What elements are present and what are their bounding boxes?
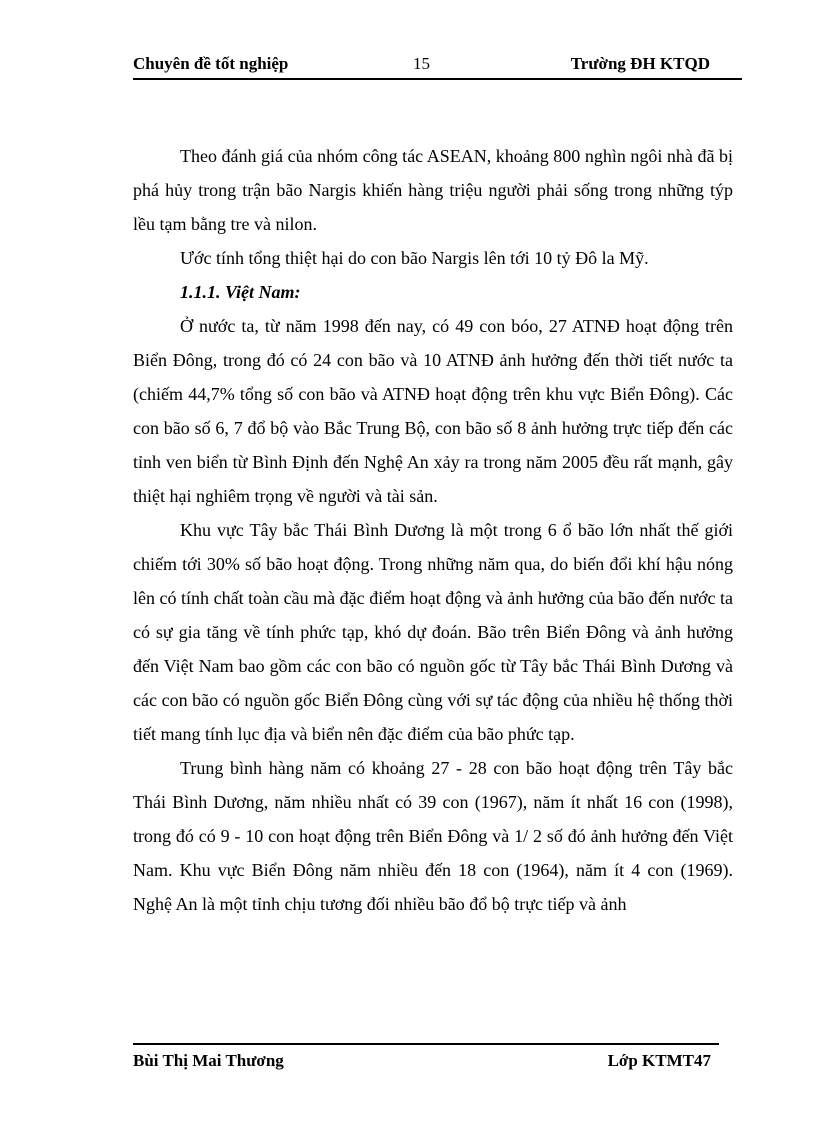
page-number: 15 bbox=[413, 54, 430, 73]
header-document-title: Chuyên đề tốt nghiệp bbox=[133, 54, 289, 73]
header-university: Trường ĐH KTQD bbox=[570, 54, 710, 73]
paragraph-asean-assessment: Theo đánh giá của nhóm công tác ASEAN, khoảng 800 nghìn ngôi nhà đã bị phá hủy trong trận bão Nargis khiến hàng triệu người phải sống trong những týp lều tạm bằng tre và nilon. bbox=[133, 146, 733, 234]
paragraph-northwest-pacific: Khu vực Tây bắc Thái Bình Dương là một trong 6 ổ bão lớn nhất thế giới chiếm tới 30% số bão hoạt động. Trong những năm qua, do biến đổi khí hậu nóng lên có tính chất toàn cầu mà đặc điểm hoạt động và ảnh hưởng của bão đến nước ta có sự gia tăng về tính phức tạp, khó dự đoán. Bão trên Biển Đông và ảnh hưởng đến Việt Nam bao gồm các con bão có nguồn gốc từ Tây bắc Thái Bình Dương và các con bão có nguồn gốc Biển Đông cùng với sự tác động của nhiều hệ thống thời tiết mang tính lục địa và biển nên đặc điểm của bão phức tạp. bbox=[133, 520, 733, 744]
footer-author: Bùi Thị Mai Thương bbox=[133, 1051, 284, 1070]
page-body bbox=[133, 139, 733, 921]
paragraph-damage-estimate: Ước tính tổng thiệt hại do con bão Nargis lên tới 10 tỷ Đô la Mỹ. bbox=[180, 248, 649, 268]
paragraph-annual-average: Trung bình hàng năm có khoảng 27 - 28 con bão hoạt động trên Tây bắc Thái Bình Dương, năm nhiều nhất có 39 con (1967), năm ít nhất 16 con (1998), trong đó có 9 - 10 con hoạt động trên Biển Đông và 1/ 2 số đó ảnh hưởng đến Việt Nam. Khu vực Biển Đông năm nhiều đến 18 con (1964), năm ít 4 con (1969). Nghệ An là một tỉnh chịu tương đối nhiều bão đổ bộ trực tiếp và ảnh bbox=[133, 758, 733, 914]
page-header bbox=[133, 52, 742, 80]
section-heading-viet-nam: 1.1.1. Việt Nam: bbox=[180, 282, 301, 302]
page-footer bbox=[133, 1043, 719, 1079]
footer-class: Lớp KTMT47 bbox=[607, 1051, 711, 1070]
paragraph-vietnam-storms: Ở nước ta, từ năm 1998 đến nay, có 49 con bóo, 27 ATNĐ hoạt động trên Biển Đông, trong đó có 24 con bão và 10 ATNĐ ảnh hưởng đến thời tiết nước ta (chiếm 44,7% tổng số con bão và ATNĐ hoạt động trên khu vực Biển Đông). Các con bão số 6, 7 đổ bộ vào Bắc Trung Bộ, con bão số 8 ảnh hưởng trực tiếp đến các tỉnh ven biển từ Bình Định đến Nghệ An xảy ra trong năm 2005 đều rất mạnh, gây thiệt hại nghiêm trọng về người và tài sản. bbox=[133, 316, 733, 506]
